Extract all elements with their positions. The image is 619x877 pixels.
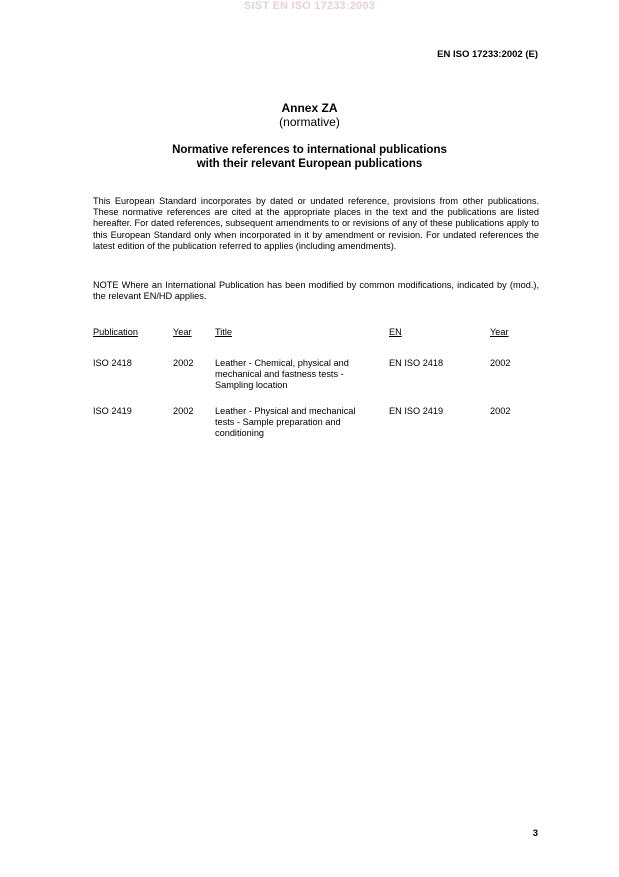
note-paragraph: NOTE Where an International Publication has been modified by common modifications, indicated by (mod.), the relevant EN/HD applies. xyxy=(93,280,539,302)
table-row-2-en-year: 2002 xyxy=(490,406,511,416)
section-heading xyxy=(0,143,619,171)
header-year: Year xyxy=(173,327,192,337)
table-row-2-en: EN ISO 2419 xyxy=(389,406,444,416)
document-id: EN ISO 17233:2002 (E) xyxy=(437,49,538,60)
heading-line-1: Normative references to international publications xyxy=(172,144,447,156)
watermark: SIST EN ISO 17233:2003 xyxy=(244,0,375,12)
table-row-1-en: EN ISO 2418 xyxy=(389,358,444,368)
table-row-2-title: Leather - Physical and mechanical tests - Sample preparation and conditioning xyxy=(215,406,356,439)
page-number: 3 xyxy=(532,828,538,839)
header-en: EN xyxy=(389,327,402,337)
header-publication: Publication xyxy=(93,327,138,337)
annex-block xyxy=(0,101,619,129)
table-row-1-publication: ISO 2418 xyxy=(93,358,132,368)
heading-line-2: with their relevant European publications xyxy=(196,158,423,170)
intro-paragraph: This European Standard incorporates by dated or undated reference, provisions from other publications. These normative references are cited at the appropriate places in the text and the publications are listed hereafter. For dated references, subsequent amendments to or revisions of any of these publications apply to this European Standard only when incorporated in it by amendment or revision. For undated references the latest edition of the publication referred to applies (including amendments). xyxy=(93,196,539,251)
table-row-1-title: Leather - Chemical, physical and mechanical and fastness tests - Sampling location xyxy=(215,358,349,391)
header-en-year: Year xyxy=(490,327,509,337)
header-title: Title xyxy=(215,327,233,337)
table-row-1-year: 2002 xyxy=(173,358,194,368)
table-row-1-en-year: 2002 xyxy=(490,358,511,368)
annex-subtitle: (normative) xyxy=(279,115,340,129)
annex-title: Annex ZA xyxy=(281,101,338,115)
table-row-2-publication: ISO 2419 xyxy=(93,406,132,416)
table-row-2-year: 2002 xyxy=(173,406,194,416)
